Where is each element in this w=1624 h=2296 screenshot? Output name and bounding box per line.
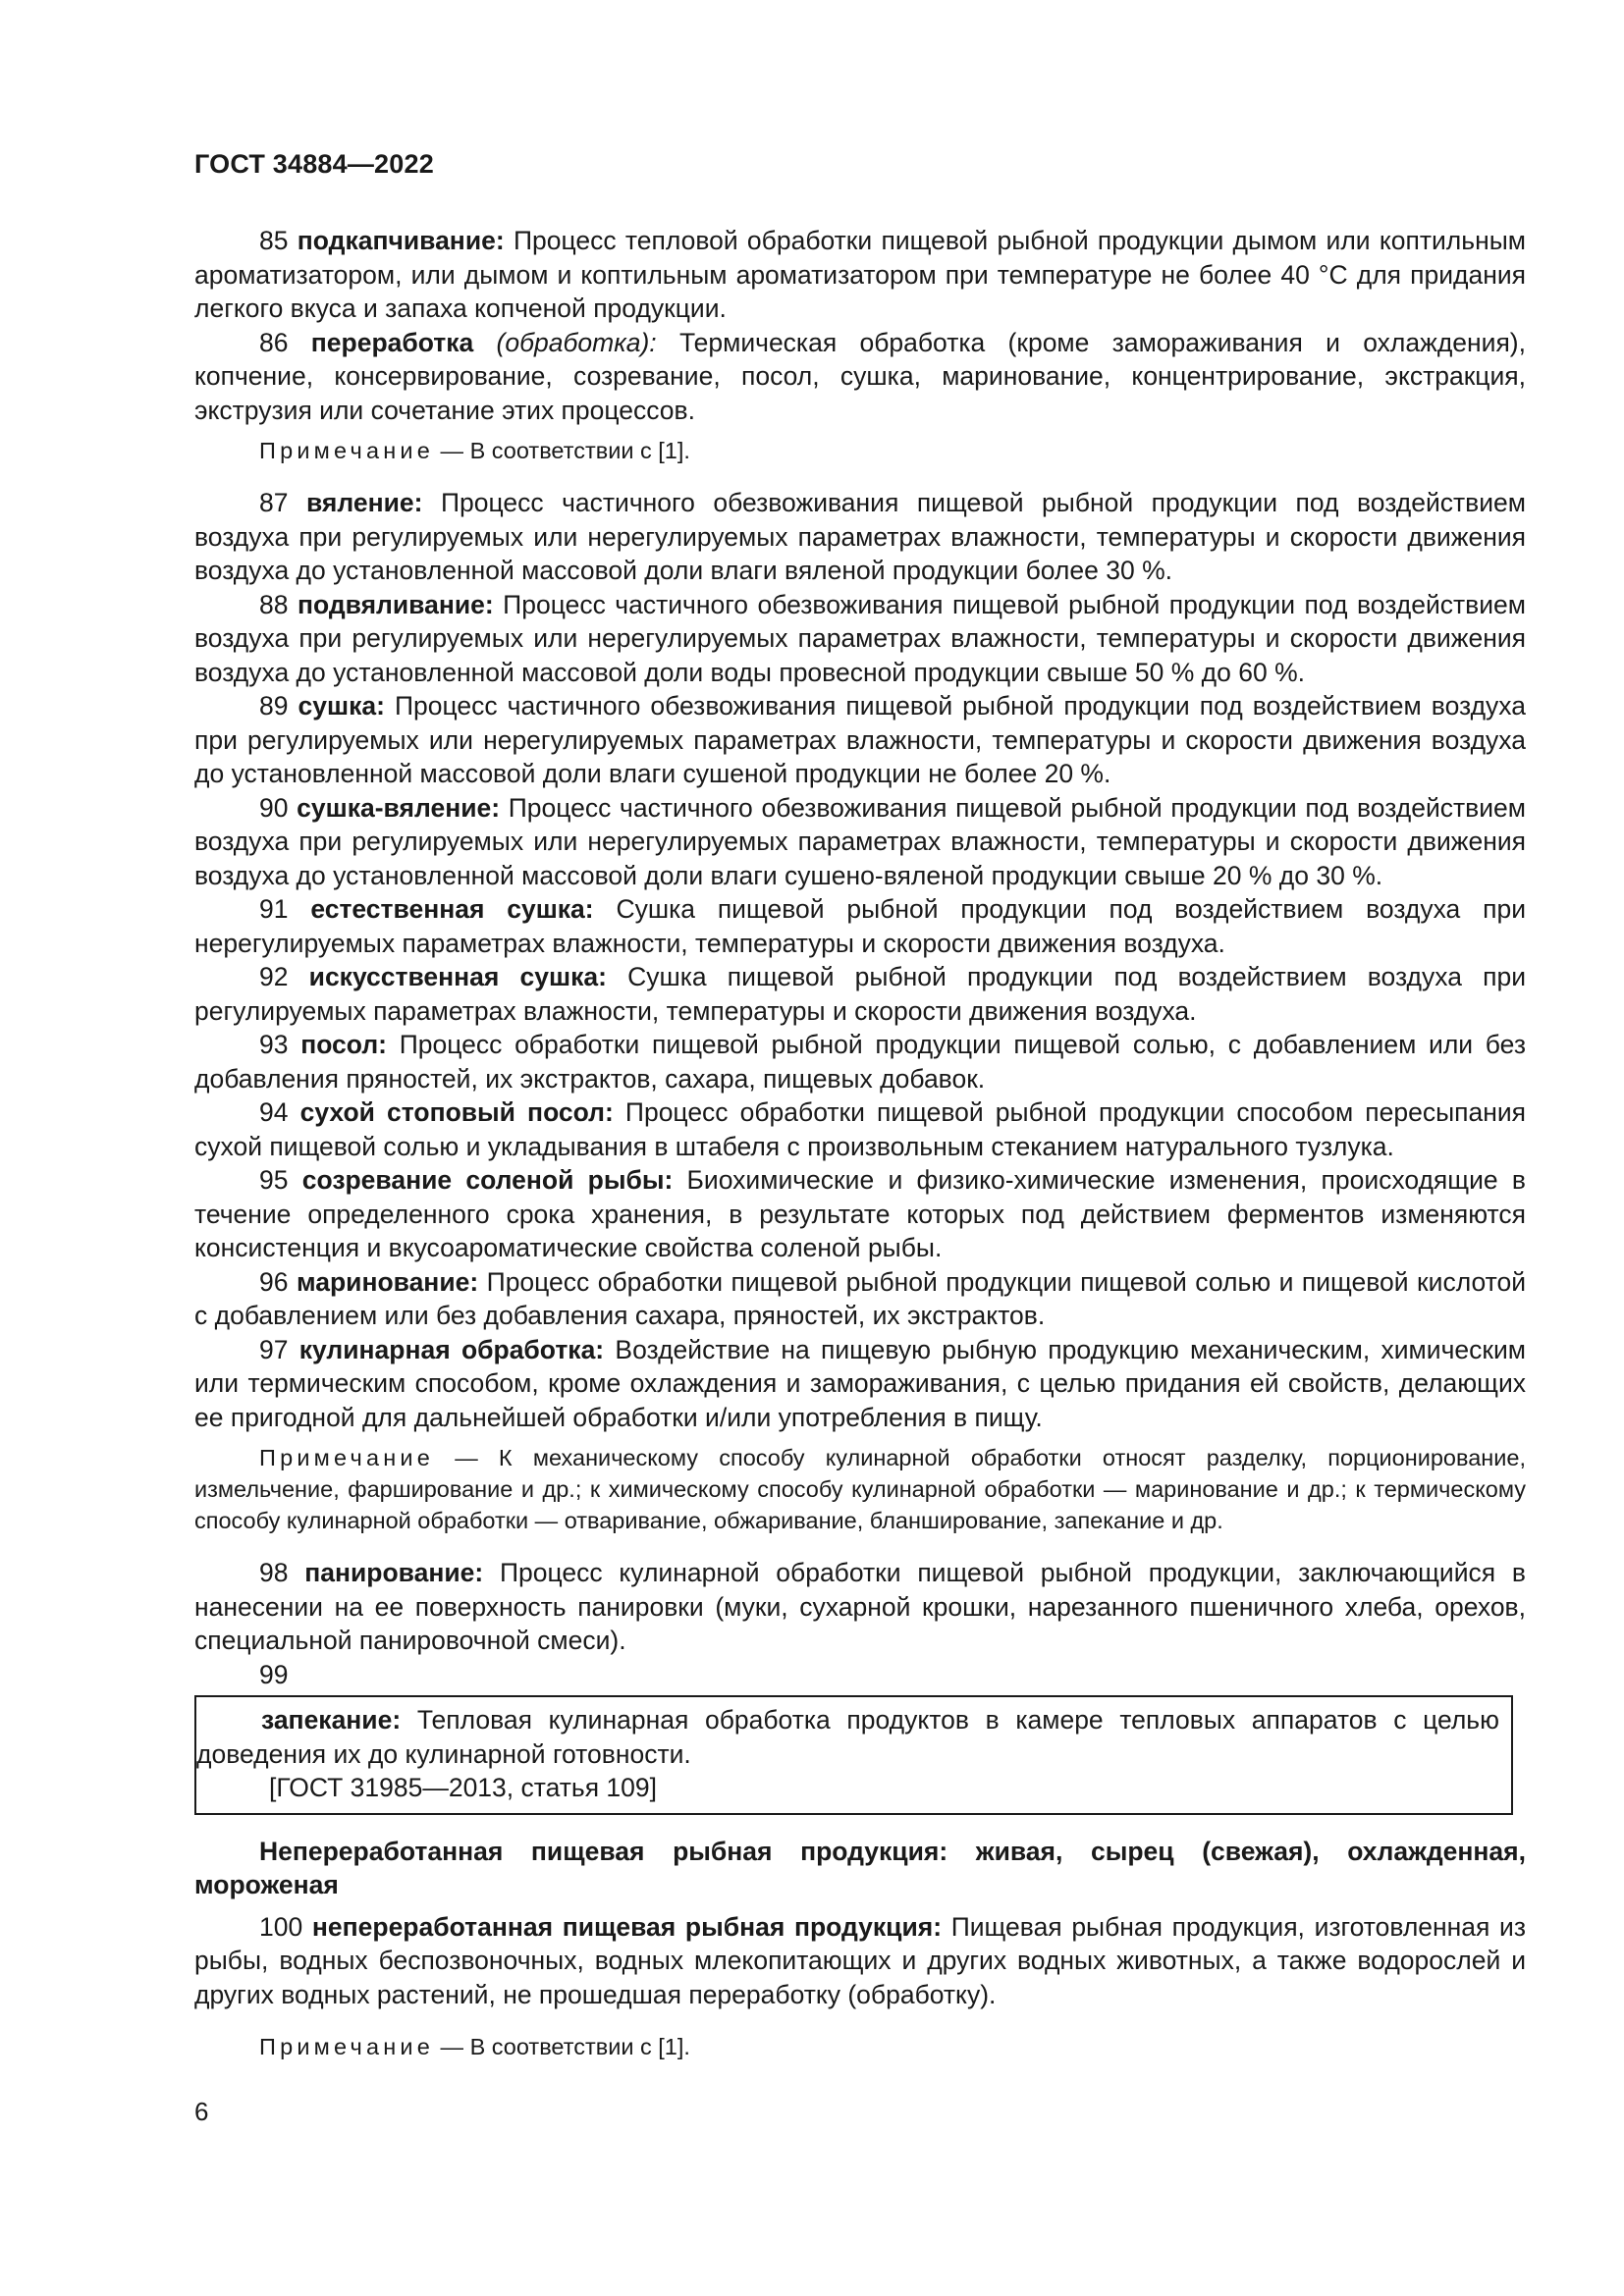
term-number: 93 [259,1030,301,1059]
note-text: — К механическому способу кулинарной обработки относят разделку, порционирование, измельчение, фарширование и др.; к химическому способу кулинарной обработки — маринование и др.; к термическому способу кулинарной обработки — отваривание, обжаривание, бланширование, запекание и др. [194,1445,1526,1533]
term-entry [194,1333,1526,1435]
term-definition: Процесс частичного обезвоживания пищевой рыбной продукции под воздействием воздуха при регулируемых или нерегулируемых параметрах влажности, температуры и скорости движения воздуха до установленной массовой доли влаги сушеной продукции не более 20 %. [194,691,1526,788]
term-name: искусственная сушка: [308,962,607,991]
term-number: 99 [259,1659,289,1689]
term-entry [194,1028,1526,1095]
term-number: 85 [259,226,289,255]
term-definition: Биохимические и физико-химические изменения, происходящие в течение определенного срока хранения, в результате которых под действием ферментов изменяются консистенция и вкусоароматические свойства соленой рыбы. [194,1165,1526,1262]
term-definition: Процесс тепловой обработки пищевой рыбной продукции дымом или коптильным ароматизатором, или дымом и коптильным ароматизатором при температуре не более 40 °С для придания легкого вкуса и запаха копченой продукции. [194,226,1526,323]
term-definition: Тепловая кулинарная обработка продуктов в камере тепловых аппаратов с целью доведения их до кулинарной готовности. [196,1705,1499,1769]
term-name: вяление: [305,488,423,517]
term-number: 96 [259,1266,289,1297]
term-name: сушка: [298,691,385,721]
term-entry [194,588,1526,690]
term-name: естественная сушка: [310,894,594,924]
term-name: сухой стоповый посол: [299,1097,614,1127]
term-definition: Процесс частичного обезвоживания пищевой рыбной продукции под воздействием воздуха при регулируемых или нерегулируемых параметрах влажности, температуры и скорости движения воздуха до установленной массовой доли влаги сушено-вяленой продукции свыше 20 % до 30 %. [194,792,1526,890]
term-entry [194,892,1526,960]
term-name: подвяливание: [297,589,494,619]
term-name: маринование: [296,1266,479,1297]
term-number: 87 [259,488,289,517]
term-definition: Процесс обработки пищевой рыбной продукции способом пересыпания сухой пищевой солью и укладывания в штабеля с произвольным стеканием натурального тузлука. [194,1097,1526,1161]
term-definition: Процесс частичного обезвоживания пищевой рыбной продукции под воздействием воздуха при регулируемых или нерегулируемых параметрах влажности, температуры и скорости движения воздуха до установленной массовой доли воды провесной продукции свыше 50 % до 60 %. [194,589,1526,687]
term-entry [194,224,1526,326]
term-number: 88 [259,589,289,619]
term-entry [194,1910,1526,2012]
term-number: 86 [259,327,289,357]
note-text: — В соответствии с [1]. [434,438,690,463]
term-number: 92 [259,962,289,991]
term-number: 95 [259,1165,289,1195]
section-heading: Непереработанная пищевая рыбная продукция: живая, сырец (свежая), охлажденная, мороженая [194,1836,1526,1899]
document-body [194,224,1526,2062]
note-text: — В соответствии с [1]. [434,2034,690,2059]
term-name: посол: [300,1030,387,1059]
note-label: Примечание [259,438,435,463]
note-label: Примечание [259,1445,435,1470]
term-name: непереработанная пищевая рыбная продукция: [311,1911,943,1942]
term-definition: Воздействие на пищевую рыбную продукцию механическим, химическим или термическим способом, кроме охлаждения и замораживания, с целью придания ей свойств, делающих ее пригодной для дальнейшей обработки и/или употребления в пищу. [194,1334,1526,1432]
term-definition: Процесс кулинарной обработки пищевой рыбной продукции, заключающийся в нанесении на ее поверхность панировки (муки, сухарной крошки, нарезанного пшеничного хлеба, орехов, специальной панировочной смеси). [194,1558,1526,1655]
term-entry [194,486,1526,588]
term-definition: Пищевая рыбная продукция, изготовленная из рыбы, водных беспозвоночных, водных млекопитающих и других водных животных, а также водорослей и других водных растений, не прошедшая переработку (обработку). [194,1911,1526,2009]
term-entry [194,1095,1526,1163]
term-definition: Процесс обработки пищевой рыбной продукции пищевой солью, с добавлением или без добавления пряностей, их экстрактов, сахара, пищевых добавок. [194,1030,1526,1094]
term-definition: Сушка пищевой рыбной продукции под воздействием воздуха при регулируемых параметрах влажности, температуры и скорости движения воздуха. [194,962,1527,1026]
term-number: 91 [259,894,289,924]
term-entry [194,326,1526,428]
note [194,2031,1526,2062]
term-name: переработка [310,327,474,357]
document-header: ГОСТ 34884—2022 [194,149,434,179]
term-entry [194,1163,1526,1265]
term-entry [194,689,1526,791]
term-entry [194,1265,1526,1333]
quoted-term-box [194,1695,1513,1815]
term-number: 100 [259,1911,303,1942]
term-number: 90 [259,792,289,823]
note-label: Примечание [259,2034,435,2059]
term-definition: Сушка пищевой рыбной продукции под воздействием воздуха при нерегулируемых параметрах влажности, температуры и скорости движения воздуха. [194,894,1526,958]
term-name: кулинарная обработка: [298,1334,605,1364]
term-entry [194,791,1526,893]
term-number: 89 [259,691,289,721]
term-number: 97 [259,1334,289,1364]
term-definition: Процесс частичного обезвоживания пищевой рыбной продукции под воздействием воздуха при регулируемых или нерегулируемых параметрах влажности, температуры и скорости движения воздуха до установленной массовой доли влаги вяленой продукции более 30 %. [194,488,1526,585]
note [194,435,1526,466]
term-name: подкапчивание: [297,226,505,255]
term-number: 98 [259,1558,289,1587]
term-definition: Термическая обработка (кроме замораживания и охлаждения), копчение, консервирование, созревание, посол, сушка, маринование, концентрирование, экстракция, экструзия или сочетание этих процессов. [194,327,1526,425]
term-name: запекание: [261,1705,402,1735]
page-number: 6 [194,2097,209,2126]
term-name: панирование: [304,1558,484,1587]
term-number: 94 [259,1097,289,1127]
term-entry [196,1703,1499,1771]
term-definition: Процесс обработки пищевой рыбной продукции пищевой солью и пищевой кислотой с добавлением или без добавления сахара, пряностей, их экстрактов. [194,1266,1526,1330]
term-name: созревание соленой рыбы: [301,1165,674,1195]
term-source: [ГОСТ 31985—2013, статья 109] [269,1773,657,1802]
term-alternative: (обработка): [473,327,657,357]
term-name: сушка-вяление: [297,792,501,823]
term-entry [194,960,1526,1028]
term-entry [194,1556,1526,1658]
note [194,1442,1526,1536]
